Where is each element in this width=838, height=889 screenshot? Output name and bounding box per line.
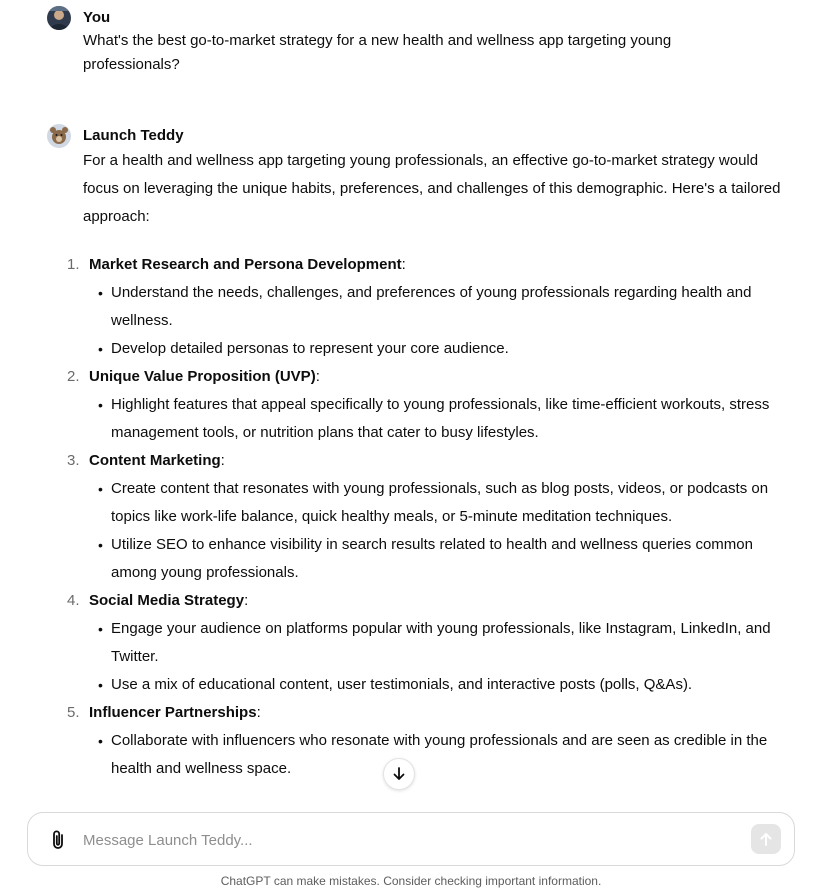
user-message-text: What's the best go-to-market strategy for a new health and wellness app targeting young professionals? <box>83 32 672 73</box>
strategy-step <box>67 251 787 363</box>
bullet-text: Collaborate with influencers who resonate with young professionals and are seen as credible in the health and wellness space. <box>111 732 768 777</box>
step-bullets <box>67 615 787 699</box>
arrow-up-icon <box>758 831 774 847</box>
assistant-avatar <box>47 124 71 148</box>
strategy-step <box>67 587 787 699</box>
bullet-text: Engage your audience on platforms popular with young professionals, like Instagram, LinkedIn, and Twitter. <box>111 620 771 665</box>
step-number: 2. <box>67 368 80 385</box>
strategy-step <box>67 699 787 783</box>
strategy-step <box>67 363 787 447</box>
step-title: Content Marketing <box>89 452 221 469</box>
bullet-text: Use a mix of educational content, user testimonials, and interactive posts (polls, Q&As). <box>111 676 693 693</box>
step-heading <box>67 251 787 279</box>
step-title-colon: : <box>220 452 225 469</box>
bullet-item <box>98 475 787 531</box>
step-title: Unique Value Proposition (UVP) <box>89 368 316 385</box>
bullet-dot: • <box>98 733 103 749</box>
bullet-dot: • <box>98 677 103 693</box>
step-number: 5. <box>67 704 80 721</box>
strategy-step <box>67 447 787 587</box>
message-composer <box>27 812 795 866</box>
bullet-item <box>98 531 787 587</box>
bullet-dot: • <box>98 481 103 497</box>
bullet-dot: • <box>98 537 103 553</box>
disclaimer-footer: ChatGPT can make mistakes. Consider checking important information. <box>220 874 602 888</box>
bullet-text: Develop detailed personas to represent your core audience. <box>111 340 509 357</box>
send-button[interactable] <box>751 824 781 854</box>
bullet-item <box>98 671 787 699</box>
message-input[interactable] <box>83 827 723 853</box>
bullet-text: Utilize SEO to enhance visibility in search results related to health and wellness queries common among young professionals. <box>111 536 753 581</box>
strategy-steps-list <box>67 251 787 783</box>
bullet-dot: • <box>98 341 103 357</box>
user-message <box>47 3 798 83</box>
step-heading <box>67 587 787 615</box>
step-bullets <box>67 391 787 447</box>
step-heading <box>67 699 787 727</box>
step-title-colon: : <box>315 368 320 385</box>
bullet-item <box>98 335 787 363</box>
step-title: Influencer Partnerships <box>89 704 257 721</box>
bullet-item <box>98 279 787 335</box>
bullet-text: Highlight features that appeal specifically to young professionals, like time-efficient workouts, stress management tools, or nutrition plans that cater to busy lifestyles. <box>111 396 770 441</box>
bullet-item <box>98 615 787 671</box>
bullet-item <box>98 727 787 783</box>
assistant-intro-text: For a health and wellness app targeting young professionals, an effective go-to-market strategy would focus on leveraging the unique habits, preferences, and challenges of this demographic. Here's a tailored approach: <box>83 152 781 225</box>
attach-button[interactable] <box>48 828 70 852</box>
step-title: Market Research and Persona Development <box>89 256 402 273</box>
step-bullets <box>67 727 787 783</box>
bullet-dot: • <box>98 285 103 301</box>
step-number: 4. <box>67 592 80 609</box>
step-title-colon: : <box>256 704 261 721</box>
bullet-item <box>98 391 787 447</box>
bullet-dot: • <box>98 621 103 637</box>
step-title-colon: : <box>401 256 406 273</box>
step-title-colon: : <box>244 592 249 609</box>
arrow-down-icon <box>391 766 407 782</box>
step-number: 3. <box>67 452 80 469</box>
step-heading <box>67 363 787 391</box>
user-avatar <box>47 6 71 30</box>
assistant-author-name: Launch Teddy <box>83 127 184 144</box>
assistant-message <box>47 121 798 231</box>
step-number: 1. <box>67 256 80 273</box>
step-bullets <box>67 279 787 363</box>
scroll-to-bottom-button[interactable] <box>383 758 415 790</box>
bullet-text: Understand the needs, challenges, and preferences of young professionals regarding health and wellness. <box>111 284 752 329</box>
bullet-dot: • <box>98 397 103 413</box>
paperclip-icon <box>48 828 70 852</box>
step-bullets <box>67 475 787 587</box>
bullet-text: Create content that resonates with young professionals, such as blog posts, videos, or podcasts on topics like work-life balance, quick healthy meals, or 5-minute meditation techniques. <box>111 480 769 525</box>
step-heading <box>67 447 787 475</box>
step-title: Social Media Strategy <box>89 592 245 609</box>
user-author-name: You <box>83 9 111 26</box>
